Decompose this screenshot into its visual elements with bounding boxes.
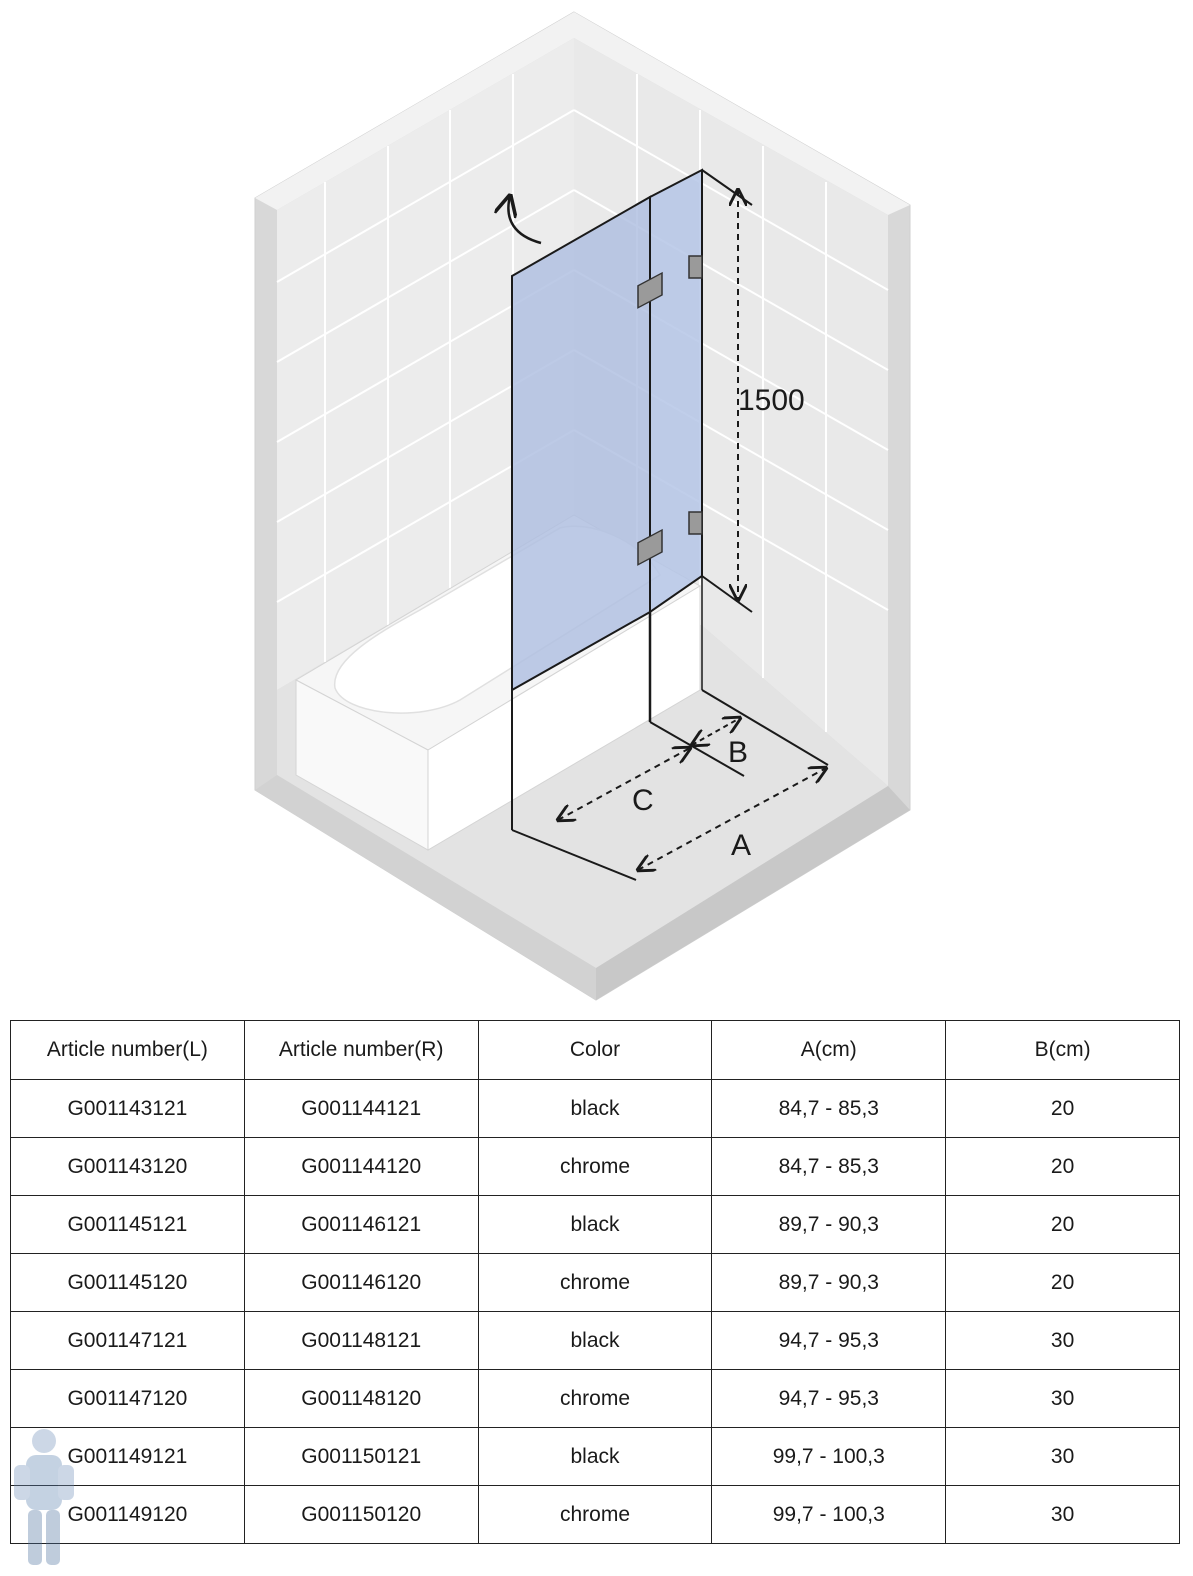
cell-article-r: G001148120 [244,1370,478,1428]
cell-color: black [478,1080,712,1138]
table-row [11,1138,1180,1196]
table-header-row [11,1021,1180,1080]
cell-article-r: G001148121 [244,1312,478,1370]
plumber-watermark-icon [6,1425,80,1570]
table-row [11,1080,1180,1138]
cell-b: 20 [946,1196,1180,1254]
height-dimension-label: 1500 [738,384,805,417]
cell-article-l: G001143121 [11,1080,245,1138]
cell-article-r: G001144121 [244,1080,478,1138]
fixed-glass-panel [512,197,650,690]
cell-b: 30 [946,1428,1180,1486]
cell-article-l: G001147121 [11,1312,245,1370]
cell-article-r: G001146120 [244,1254,478,1312]
dimension-label-b: B [728,736,749,769]
cell-b: 20 [946,1254,1180,1312]
cell-a: 89,7 - 90,3 [712,1254,946,1312]
hinge [689,512,702,534]
article-spec-table [10,1020,1180,1544]
cell-article-r: G001146121 [244,1196,478,1254]
cell-color: black [478,1428,712,1486]
cell-color: black [478,1196,712,1254]
table-row [11,1196,1180,1254]
table-row [11,1370,1180,1428]
table-row [11,1486,1180,1544]
cell-color: chrome [478,1486,712,1544]
cell-article-r: G001150120 [244,1486,478,1544]
dimension-label-a: A [731,829,752,862]
cell-article-l: G001145121 [11,1196,245,1254]
cell-article-l: G001143120 [11,1138,245,1196]
cell-a: 94,7 - 95,3 [712,1370,946,1428]
header-article-l: Article number(L) [11,1021,245,1080]
table-row [11,1254,1180,1312]
cell-a: 84,7 - 85,3 [712,1138,946,1196]
cell-color: black [478,1312,712,1370]
table-row [11,1312,1180,1370]
cell-a: 99,7 - 100,3 [712,1486,946,1544]
header-article-r: Article number(R) [244,1021,478,1080]
cell-b: 30 [946,1370,1180,1428]
cell-article-l: G001149121 [11,1428,245,1486]
cell-article-l: G001149120 [11,1486,245,1544]
cell-b: 20 [946,1080,1180,1138]
hinge [689,256,702,278]
cell-a: 84,7 - 85,3 [712,1080,946,1138]
cell-article-r: G001144120 [244,1138,478,1196]
cell-article-r: G001150121 [244,1428,478,1486]
cell-color: chrome [478,1138,712,1196]
cell-a: 99,7 - 100,3 [712,1428,946,1486]
cell-color: chrome [478,1370,712,1428]
header-color: Color [478,1021,712,1080]
cell-b: 30 [946,1486,1180,1544]
table-row [11,1428,1180,1486]
cell-a: 89,7 - 90,3 [712,1196,946,1254]
header-b-cm: B(cm) [946,1021,1180,1080]
cell-article-l: G001147120 [11,1370,245,1428]
dimension-label-c: C [632,784,654,817]
cell-article-l: G001145120 [11,1254,245,1312]
cell-color: chrome [478,1254,712,1312]
cell-a: 94,7 - 95,3 [712,1312,946,1370]
cell-b: 30 [946,1312,1180,1370]
header-a-cm: A(cm) [712,1021,946,1080]
cell-b: 20 [946,1138,1180,1196]
